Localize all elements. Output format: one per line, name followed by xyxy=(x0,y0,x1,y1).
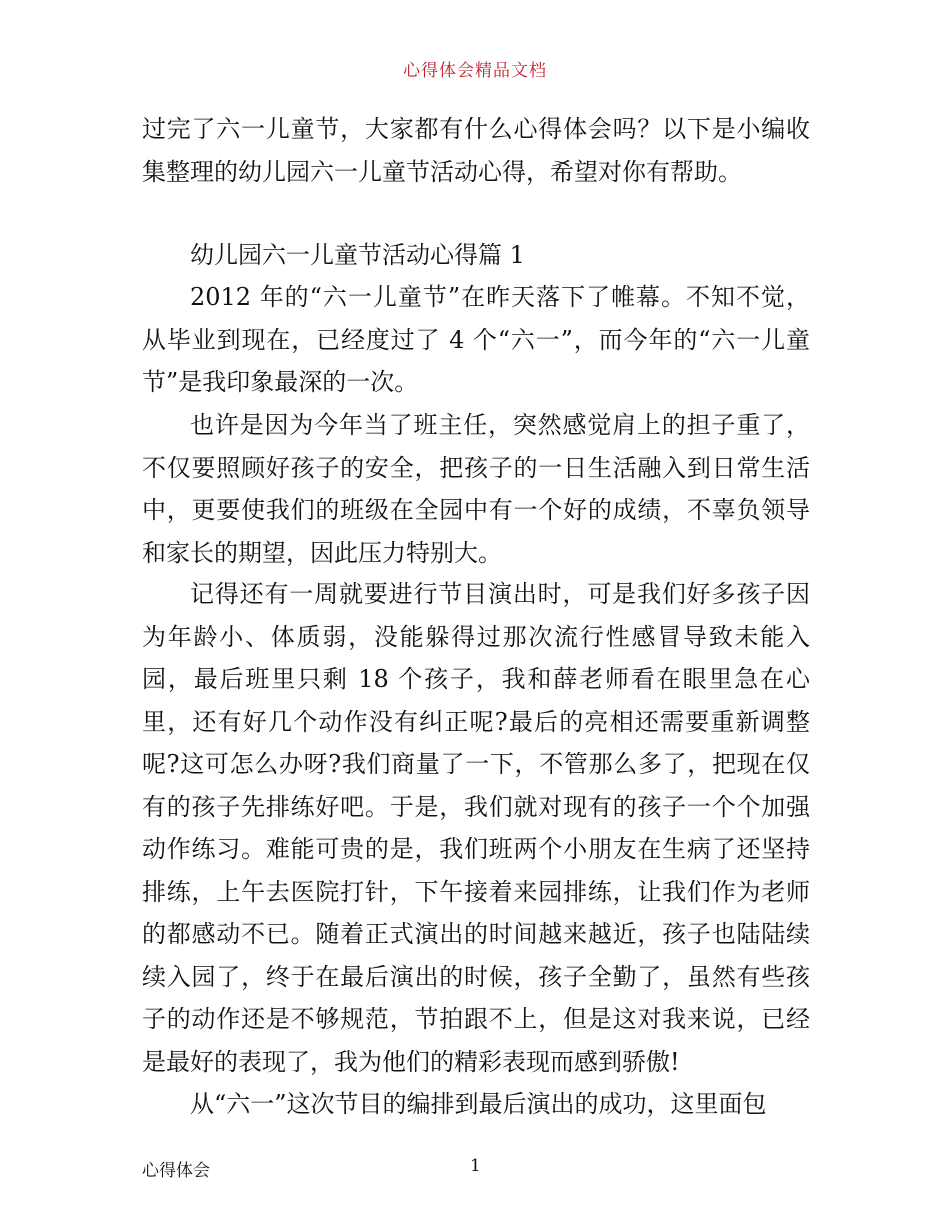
page-number: 1 xyxy=(470,1156,481,1176)
footer-label: 心得体会 xyxy=(142,1161,210,1181)
intro-paragraph: 过完了六一儿童节，大家都有什么心得体会吗？以下是小编收集整理的幼儿园六一儿童节活动心得，希望对你有帮助。 xyxy=(142,115,810,186)
section-heading: 幼儿园六一儿童节活动心得篇 1 xyxy=(190,241,525,269)
body-paragraph: 也许是因为今年当了班主任，突然感觉肩上的担子重了，不仅要照顾好孩子的安全，把孩子的一日生活融入到日常生活中，更要使我们的班级在全园中有一个好的成绩，不辜负领导和家长的期望，因此压力特别大。 xyxy=(142,411,810,567)
body-paragraph: 记得还有一周就要进行节目演出时，可是我们好多孩子因为年龄小、体质弱，没能躲得过那次流行性感冒导致未能入园，最后班里只剩 18 个孩子，我和薛老师看在眼里急在心里，还有好几个动作没有纠正呢?最后的亮相还需要重新调整呢?这可怎么办呀?我们商量了一下，不管那么多了，把现在仅有的孩子先排练好吧。于是，我们就对现有的孩子一个个加强动作练习。难能可贵的是，我们班两个小朋友在生病了还坚持排练，上午去医院打针，下午接着来园排练，让我们作为老师的都感动不已。随着正式演出的时间越来越近，孩子也陆陆续续入园了，终于在最后演出的时候，孩子全勤了，虽然有些孩子的动作还是不够规范，节拍跟不上，但是这对我来说，已经是最好的表现了，我为他们的精彩表现而感到骄傲! xyxy=(142,580,810,1076)
document-header-title: 心得体会精品文档 xyxy=(403,61,547,81)
body-paragraph: 2012 年的“六一儿童节”在昨天落下了帷幕。不知不觉，从毕业到现在，已经度过了 4 个“六一”，而今年的“六一儿童节”是我印象最深的一次。 xyxy=(142,283,810,396)
body-paragraph: 从“六一”这次节目的编排到最后演出的成功，这里面包 xyxy=(190,1090,767,1118)
